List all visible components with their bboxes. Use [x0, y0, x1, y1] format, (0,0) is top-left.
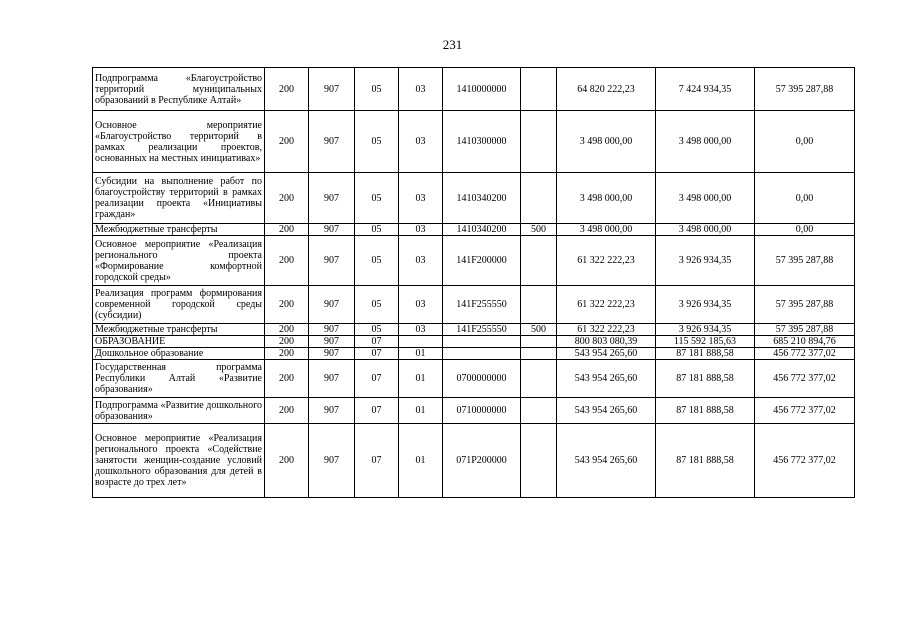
cell-pr: 03 [399, 286, 443, 324]
row-name: Подпрограмма «Развитие дошкольного образования» [93, 398, 265, 424]
cell-pr: 01 [399, 348, 443, 360]
cell-ved: 907 [309, 348, 355, 360]
cell-sum-3: 685 210 894,76 [755, 336, 855, 348]
cell-sum-3: 0,00 [755, 111, 855, 173]
cell-pr: 03 [399, 324, 443, 336]
table-row [93, 236, 855, 286]
cell-sum-1: 543 954 265,60 [557, 398, 656, 424]
cell-rz: 05 [355, 286, 399, 324]
cell-sum-3: 456 772 377,02 [755, 398, 855, 424]
cell-ved: 907 [309, 286, 355, 324]
cell-vr [521, 68, 557, 111]
table-row [93, 398, 855, 424]
cell-ved: 907 [309, 224, 355, 236]
row-name: ОБРАЗОВАНИЕ [93, 336, 265, 348]
cell-csr: 141F200000 [443, 236, 521, 286]
cell-sum-1: 800 803 080,39 [557, 336, 656, 348]
cell-sum-2: 3 926 934,35 [656, 286, 755, 324]
row-name: Реализация программ формирования современной городской среды (субсидии) [93, 286, 265, 324]
cell-ved: 907 [309, 68, 355, 111]
cell-sum-2: 3 498 000,00 [656, 224, 755, 236]
cell-ved: 907 [309, 111, 355, 173]
table-row [93, 111, 855, 173]
cell-sum-1: 543 954 265,60 [557, 360, 656, 398]
cell-gr: 200 [265, 360, 309, 398]
cell-gr: 200 [265, 398, 309, 424]
cell-gr: 200 [265, 68, 309, 111]
cell-rz: 07 [355, 360, 399, 398]
cell-pr: 03 [399, 111, 443, 173]
table-row [93, 360, 855, 398]
cell-ved: 907 [309, 336, 355, 348]
cell-sum-1: 3 498 000,00 [557, 111, 656, 173]
cell-rz: 05 [355, 68, 399, 111]
cell-vr [521, 173, 557, 224]
cell-vr [521, 398, 557, 424]
cell-vr: 500 [521, 224, 557, 236]
cell-gr: 200 [265, 286, 309, 324]
row-name: Основное мероприятие «Благоустройство территорий в рамках реализации проектов, основанных на местных инициативах» [93, 111, 265, 173]
cell-rz: 07 [355, 348, 399, 360]
cell-sum-2: 87 181 888,58 [656, 424, 755, 498]
cell-csr: 1410340200 [443, 224, 521, 236]
cell-sum-1: 61 322 222,23 [557, 286, 656, 324]
cell-rz: 05 [355, 224, 399, 236]
cell-csr: 0700000000 [443, 360, 521, 398]
cell-vr [521, 424, 557, 498]
cell-sum-1: 3 498 000,00 [557, 173, 656, 224]
cell-sum-1: 61 322 222,23 [557, 236, 656, 286]
cell-vr [521, 336, 557, 348]
cell-sum-3: 456 772 377,02 [755, 360, 855, 398]
cell-sum-1: 543 954 265,60 [557, 424, 656, 498]
cell-rz: 05 [355, 173, 399, 224]
cell-sum-2: 3 498 000,00 [656, 111, 755, 173]
cell-sum-1: 64 820 222,23 [557, 68, 656, 111]
cell-rz: 05 [355, 111, 399, 173]
cell-sum-1: 61 322 222,23 [557, 324, 656, 336]
cell-pr: 03 [399, 236, 443, 286]
cell-rz: 07 [355, 398, 399, 424]
cell-gr: 200 [265, 324, 309, 336]
cell-sum-2: 7 424 934,35 [656, 68, 755, 111]
cell-ved: 907 [309, 360, 355, 398]
cell-csr: 1410300000 [443, 111, 521, 173]
cell-rz: 07 [355, 424, 399, 498]
row-name: Государственная программа Республики Алтай «Развитие образования» [93, 360, 265, 398]
cell-csr: 141F255550 [443, 286, 521, 324]
cell-sum-2: 87 181 888,58 [656, 360, 755, 398]
row-name: Основное мероприятие «Реализация регионального проекта «Содействие занятости женщин-создание условий дошкольного образования для детей в возрасте до трех лет» [93, 424, 265, 498]
cell-sum-2: 87 181 888,58 [656, 348, 755, 360]
cell-csr: 0710000000 [443, 398, 521, 424]
cell-ved: 907 [309, 424, 355, 498]
cell-gr: 200 [265, 336, 309, 348]
cell-sum-2: 3 926 934,35 [656, 324, 755, 336]
table-row [93, 173, 855, 224]
row-name: Подпрограмма «Благоустройство территорий муниципальных образований в Республике Алтай» [93, 68, 265, 111]
cell-sum-2: 87 181 888,58 [656, 398, 755, 424]
cell-pr: 01 [399, 424, 443, 498]
cell-sum-3: 456 772 377,02 [755, 424, 855, 498]
page-number: 231 [442, 37, 463, 52]
cell-csr: 1410340200 [443, 173, 521, 224]
cell-pr: 01 [399, 398, 443, 424]
cell-gr: 200 [265, 224, 309, 236]
cell-csr [443, 336, 521, 348]
cell-rz: 05 [355, 324, 399, 336]
cell-sum-1: 3 498 000,00 [557, 224, 656, 236]
table-row [93, 286, 855, 324]
table-row [93, 324, 855, 336]
cell-sum-2: 3 926 934,35 [656, 236, 755, 286]
cell-gr: 200 [265, 236, 309, 286]
row-name: Дошкольное образование [93, 348, 265, 360]
cell-pr: 03 [399, 173, 443, 224]
cell-rz: 07 [355, 336, 399, 348]
cell-vr [521, 360, 557, 398]
row-name: Межбюджетные трансферты [93, 324, 265, 336]
table-row [93, 424, 855, 498]
cell-rz: 05 [355, 236, 399, 286]
cell-sum-3: 57 395 287,88 [755, 236, 855, 286]
cell-vr [521, 348, 557, 360]
cell-sum-3: 0,00 [755, 224, 855, 236]
cell-sum-3: 456 772 377,02 [755, 348, 855, 360]
budget-table [92, 67, 855, 498]
cell-gr: 200 [265, 111, 309, 173]
row-name: Основное мероприятие «Реализация регионального проекта «Формирование комфортной городской среды» [93, 236, 265, 286]
table-row [93, 68, 855, 111]
row-name: Межбюджетные трансферты [93, 224, 265, 236]
cell-pr [399, 336, 443, 348]
cell-pr: 03 [399, 68, 443, 111]
table-row [93, 336, 855, 348]
row-name: Субсидии на выполнение работ по благоустройству территорий в рамках реализации проекта «Инициативы граждан» [93, 173, 265, 224]
cell-sum-3: 57 395 287,88 [755, 68, 855, 111]
cell-ved: 907 [309, 173, 355, 224]
cell-csr [443, 348, 521, 360]
cell-csr: 141F255550 [443, 324, 521, 336]
cell-sum-3: 57 395 287,88 [755, 286, 855, 324]
cell-vr [521, 286, 557, 324]
cell-pr: 01 [399, 360, 443, 398]
cell-vr: 500 [521, 324, 557, 336]
cell-pr: 03 [399, 224, 443, 236]
cell-ved: 907 [309, 236, 355, 286]
cell-ved: 907 [309, 398, 355, 424]
table-row [93, 224, 855, 236]
cell-gr: 200 [265, 424, 309, 498]
table-row [93, 348, 855, 360]
cell-sum-3: 57 395 287,88 [755, 324, 855, 336]
cell-gr: 200 [265, 173, 309, 224]
cell-ved: 907 [309, 324, 355, 336]
cell-gr: 200 [265, 348, 309, 360]
cell-csr: 1410000000 [443, 68, 521, 111]
cell-sum-1: 543 954 265,60 [557, 348, 656, 360]
cell-csr: 071P200000 [443, 424, 521, 498]
cell-sum-2: 3 498 000,00 [656, 173, 755, 224]
cell-sum-2: 115 592 185,63 [656, 336, 755, 348]
cell-vr [521, 111, 557, 173]
cell-sum-3: 0,00 [755, 173, 855, 224]
cell-vr [521, 236, 557, 286]
